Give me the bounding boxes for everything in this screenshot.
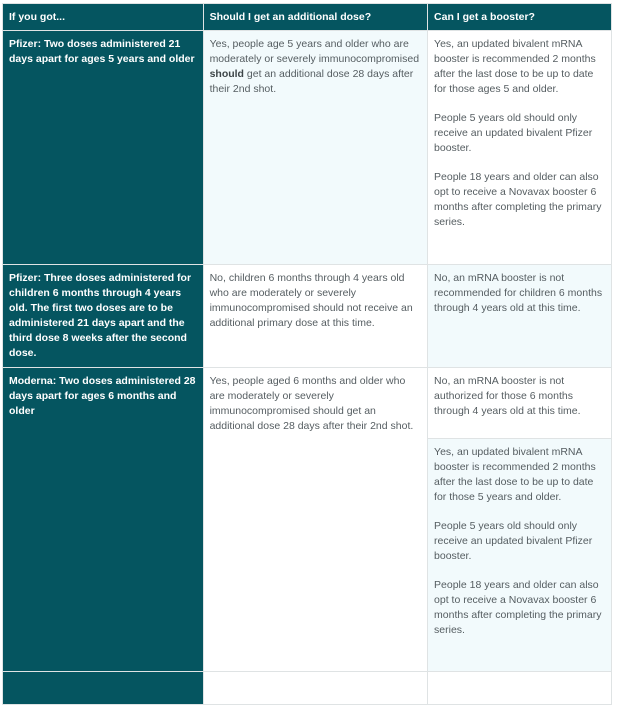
additional-text-before: Yes, people age 5 years and older who are moderately or severely immunocompromised bbox=[209, 38, 420, 65]
additional-text-after: get an additional dose 28 days after their 2nd shot. bbox=[209, 68, 414, 95]
table-row bbox=[3, 368, 612, 439]
header-additional-dose: Should I get an additional dose? bbox=[203, 4, 427, 31]
booster-cell bbox=[428, 439, 612, 672]
booster-paragraph: People 5 years old should only receive an updated bivalent Pfizer booster. bbox=[434, 520, 593, 562]
vaccine-cell: Pfizer: Three doses administered for children 6 months through 4 years old. The first two doses are to be administered 21 days apart and the third dose 8 weeks after the second dose. bbox=[3, 265, 204, 368]
vaccine-cell: Moderna: Two doses administered 28 days apart for ages 6 months and older bbox=[3, 368, 204, 672]
additional-text-emphasis: should bbox=[209, 68, 244, 80]
table-row bbox=[3, 31, 612, 265]
booster-paragraph: Yes, an updated bivalent mRNA booster is recommended 2 months after the last dose to be up to date for those 5 years and older. bbox=[434, 446, 596, 503]
booster-cell: No, an mRNA booster is not authorized for those 6 months through 4 years old at this time. bbox=[428, 368, 612, 439]
booster-paragraph: People 18 years and older can also opt to receive a Novavax booster 6 months after completing the primary series. bbox=[434, 579, 602, 636]
booster-cell bbox=[428, 672, 612, 705]
additional-dose-cell bbox=[203, 31, 427, 265]
booster-cell bbox=[428, 31, 612, 265]
header-row bbox=[3, 4, 612, 31]
vaccine-cell bbox=[3, 672, 204, 705]
header-if-you-got: If you got... bbox=[3, 4, 204, 31]
table-row bbox=[3, 265, 612, 368]
additional-dose-cell bbox=[203, 672, 427, 705]
booster-paragraph: People 18 years and older can also opt to receive a Novavax booster 6 months after completing the primary series. bbox=[434, 171, 602, 228]
additional-dose-cell: No, children 6 months through 4 years old who are moderately or severely immunocompromised should not receive an additional primary dose at this time. bbox=[203, 265, 427, 368]
additional-dose-cell: Yes, people aged 6 months and older who are moderately or severely immunocompromised should get an additional dose 28 days after their 2nd shot. bbox=[203, 368, 427, 672]
vaccine-cell: Pfizer: Two doses administered 21 days apart for ages 5 years and older bbox=[3, 31, 204, 265]
booster-paragraph: Yes, an updated bivalent mRNA booster is recommended 2 months after the last dose to be up to date for those ages 5 and older. bbox=[434, 38, 596, 95]
table-row bbox=[3, 672, 612, 705]
vaccine-dose-table bbox=[2, 3, 612, 705]
header-booster: Can I get a booster? bbox=[428, 4, 612, 31]
booster-cell: No, an mRNA booster is not recommended for children 6 months through 4 years old at this time. bbox=[428, 265, 612, 368]
booster-paragraph: People 5 years old should only receive an updated bivalent Pfizer booster. bbox=[434, 112, 593, 154]
